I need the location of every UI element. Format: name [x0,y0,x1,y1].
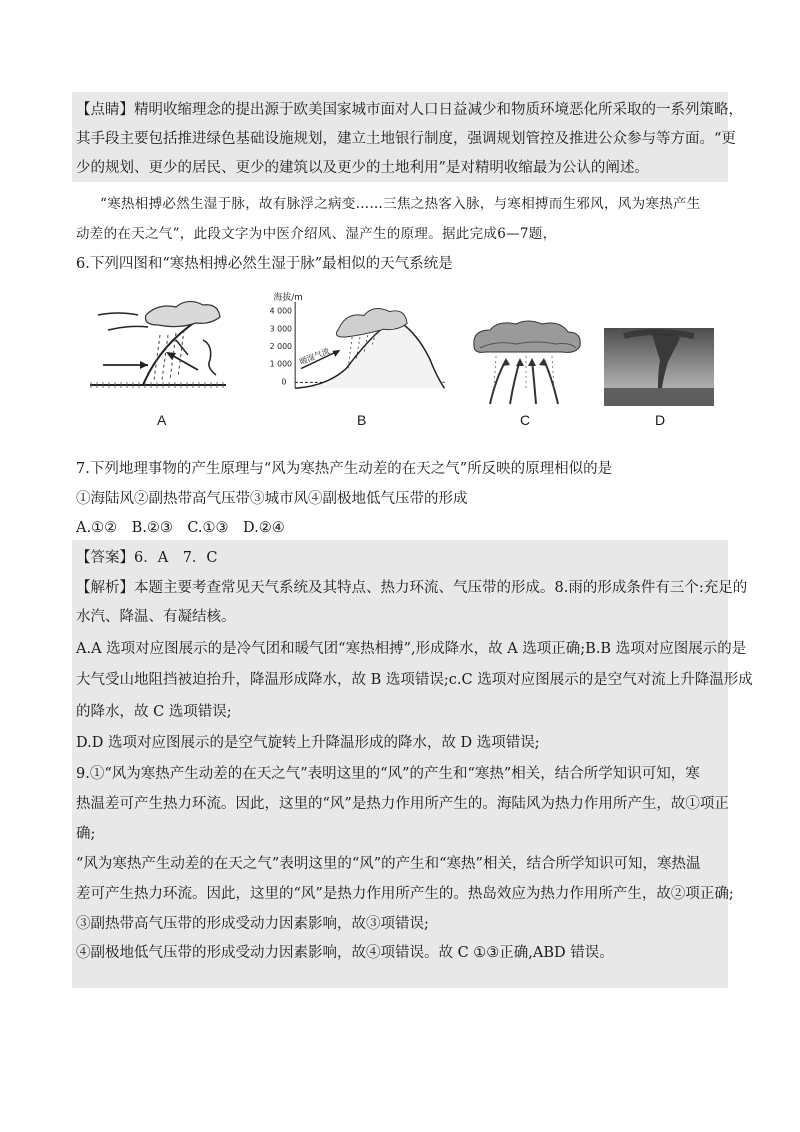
b-tick-2000: 2 000 [269,341,293,351]
b-tick-4000: 4 000 [269,306,293,316]
figure-b-orographic-rain [266,290,450,400]
figure-label-b: B [357,412,367,428]
figure-label-a: A [157,412,167,428]
analysis-a-line-2: 大气受山地阻挡被迫抬升，降温形成降水，故 B 选项错误;c.C 选项对应图展示的是空气对流上升降温形成 [76,672,753,688]
analysis-c-line-3: ③副热带高气压带的形成受动力因素影响，故③项错误; [76,916,429,932]
analysis-c-line-2: 差可产生热力环流。因此，这里的“风”是热力作用所产生的。热岛效应为热力作用所产生，故②项正确; [76,886,734,902]
b-airflow-label: 暖湿气流 [298,346,331,367]
question-7-stem: 7.下列地理事物的产生原理与“风为寒热产生动差的在天之气”所反映的原理相似的是 [76,461,613,477]
question-7-items: ①海陆风②副热带高气压带③城市风④副极地低气压带的形成 [76,491,468,507]
analysis-c-line-4: ④副极地低气压带的形成受动力因素影响，故④项错误。故 C ①③正确,ABD 错误。 [76,945,614,961]
analysis-d-line: D.D 选项对应图展示的是空气旋转上升降温形成的降水，故 D 选项错误; [76,735,540,751]
analysis-line-2: 水汽、降温、有凝结核。 [76,609,236,625]
dianjing-line-1: 【点睛】精明收缩理念的提出源于欧美国家城市面对人口日益减少和物质环境恶化所采取的一系列策略， [76,102,743,118]
answer-line: 【答案】6．A 7．C [76,550,218,566]
figure-label-c: C [520,412,531,428]
figure-a-cold-front [88,285,228,395]
figure-d-tornado-photo [604,312,714,422]
analysis-a-line-1: A.A 选项对应图展示的是冷气团和暖气团“寒热相搏”,形成降水，故 A 选项正确;B.B 选项对应图展示的是 [76,641,747,657]
analysis-a-line-3: 的降水，故 C 选项错误; [76,704,232,720]
dianjing-line-3: 少的规划、更少的居民、更少的建筑以及更少的土地利用”是对精明收缩最为公认的阐述。 [76,160,649,176]
figure-label-d: D [655,412,666,428]
analysis-9-line-2: 热温差可产生热力环流。因此，这里的“风”是热力作用所产生的。海陆风为热力作用所产生，故①项正 [76,796,729,812]
analysis-c-line-1: “风为寒热产生动差的在天之气”表明这里的“风”的产生和“寒热”相关，结合所学知识可知，寒热温 [76,856,701,872]
dianjing-line-2: 其手段主要包括推进绿色基础设施规划，建立土地银行制度，强调规划管控及推进公众参与等方面。“更 [76,131,736,147]
figure-c-convective-rain [466,308,586,418]
b-axis-title: 海拔/m [273,292,303,303]
analysis-line-1: 【解析】本题主要考查常见天气系统及其特点、热力环流、气压带的形成。8.雨的形成条件有三个:充足的 [76,580,748,596]
question-6-stem: 6.下列四图和“寒热相搏必然生湿于脉”最相似的天气系统是 [76,256,453,272]
intro-line-2: 动差的在天之气”，此段文字为中医介绍风、湿产生的原理。据此完成6—7题， [76,226,557,242]
b-tick-1000: 1 000 [269,359,293,369]
b-tick-3000: 3 000 [269,324,293,334]
intro-line-1: “寒热相搏必然生湿于脉，故有脉浮之病变……三焦之热客入脉，与寒相搏而生邪风，风为寒热产生 [100,196,701,212]
analysis-9-line-1: 9.①“风为寒热产生动差的在天之气”表明这里的“风”的产生和“寒热”相关，结合所学知识可知，寒 [76,766,700,782]
analysis-9-line-3: 确; [76,826,96,842]
b-tick-0: 0 [281,377,287,387]
question-7-options: A.①② B.②③ C.①③ D.②④ [76,520,285,536]
